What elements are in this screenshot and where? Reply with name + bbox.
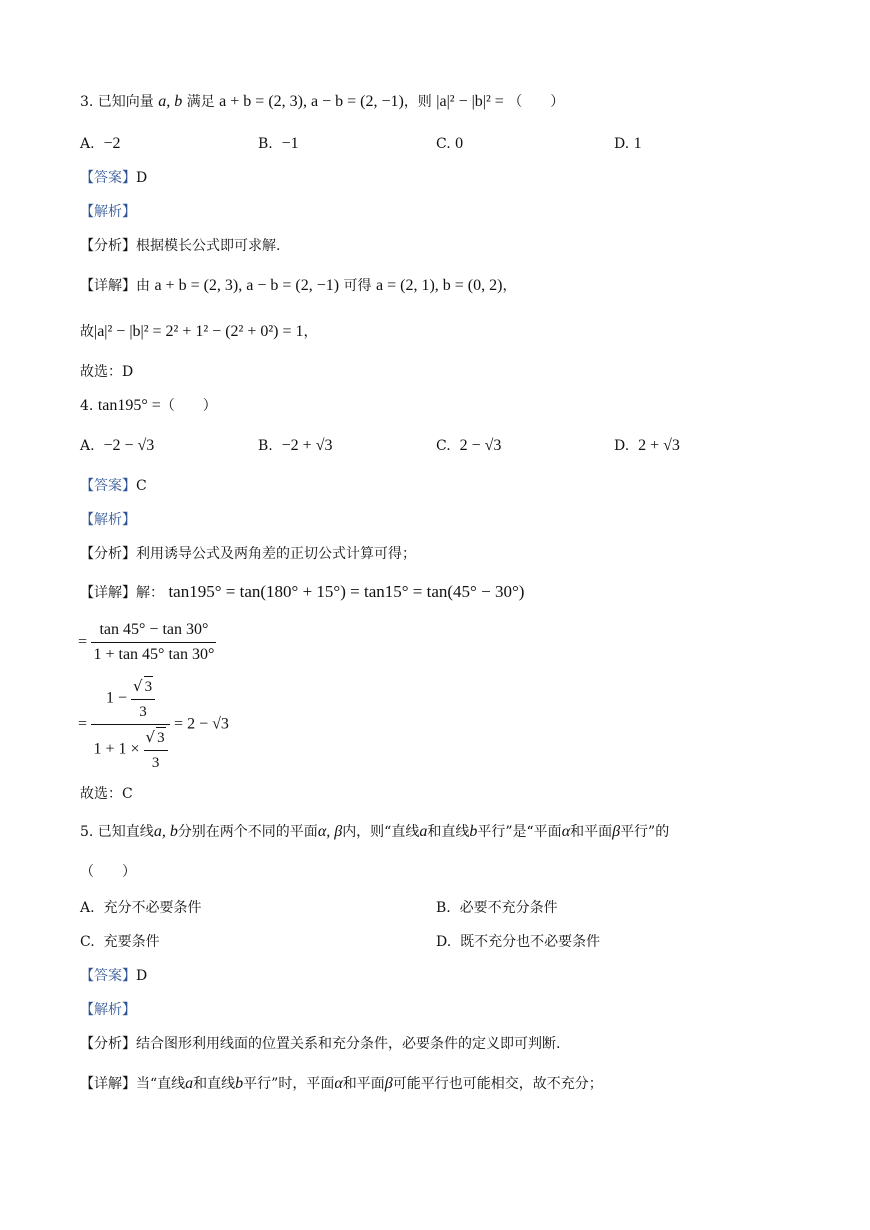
q5-fenxi: 【分析】结合图形利用线面的位置关系和充分条件，必要条件的定义即可判断. [80, 1036, 561, 1052]
q3-answer: 【答案】D [80, 170, 148, 186]
q3-expression: |a|² − |b|² = [436, 93, 504, 110]
q5-option-d: D. 既不充分也不必要条件 [436, 934, 601, 950]
q4-answer: 【答案】C [80, 478, 147, 494]
q4-option-c: C. 2 − √3 [436, 437, 502, 454]
q3-stem-prefix: 3. 已知向量 [80, 94, 154, 110]
q3-option-a: A. −2 [80, 135, 121, 152]
q4-option-a: A. −2 − √3 [80, 437, 155, 454]
q4-fraction-2: 1 − $\frac{√ 3}{3}$ 1 + 1 × $\frac{√ 3}{3}$ [91, 676, 169, 773]
q5-answer: 【答案】D [80, 968, 148, 984]
q4-option-d: D. 2 + √3 [614, 437, 680, 454]
q3-stem [80, 92, 564, 112]
q5-option-c: C. 充要条件 [80, 934, 160, 950]
q4-conclusion: 故选：C [80, 786, 133, 802]
q3-fenxi: 【分析】根据模长公式即可求解. [80, 238, 281, 254]
q4-fraction-1: $\frac{\tan 45^\circ - \tan 30^\circ}{1 + \tan 45^\circ \tan 30^\circ}$ [93, 621, 215, 663]
q5-stem: 5. 已知直线a, b分别在两个不同的平面α, β内，则“直线a和直线b平行”是“平面α和平面β平行”的 [80, 823, 670, 840]
q5-analysis-tag: 【解析】 [80, 1002, 136, 1018]
q3-option-c: C. 0 [436, 135, 464, 152]
q3-conclusion: 故选：D [80, 364, 134, 380]
q4-stem: 4. tan195° =（ ） [80, 397, 217, 414]
q3-option-b: B. −1 [258, 135, 299, 152]
q4-analysis-tag: 【解析】 [80, 512, 136, 528]
q3-then: ，则 [403, 94, 432, 110]
q3-stem-mid: 满足 [186, 94, 215, 110]
q5-option-b: B. 必要不充分条件 [436, 900, 558, 916]
q4-detail-1: 【详解】解： tan195° = tan(180° + 15°) = tan15° = tan(45° − 30°) [80, 582, 525, 601]
q4-fraction-step: = $\frac{\tan 45^\circ - \tan 30^\circ}{1 + \tan 45^\circ \tan 30^\circ}$ [78, 621, 215, 663]
q3-option-d: D. 1 [614, 135, 642, 152]
q3-paren: （ ） [508, 94, 565, 110]
q5-stem-paren: （ ） [80, 864, 136, 880]
q3-detail-2: 故|a|² − |b|² = 2² + 1² − (2² + 0²) = 1， [80, 323, 318, 340]
q3-detail-1: 【详解】由 a + b = (2, 3), a − b = (2, −1) 可得 a = (2, 1), b = (0, 2)， [80, 277, 517, 294]
q3-analysis-tag: 【解析】 [80, 204, 136, 220]
q4-compound-step: = 1 − $\frac{√ 3}{3}$ 1 + 1 × $\frac{√ 3}{3}$ = 2 − √3 [78, 677, 229, 771]
q5-option-a: A. 充分不必要条件 [80, 900, 202, 916]
q4-option-b: B. −2 + √3 [258, 437, 333, 454]
q3-vectors: a, b [158, 93, 183, 110]
q4-fenxi: 【分析】利用诱导公式及两角差的正切公式计算可得； [80, 546, 416, 562]
q3-condition: a + b = (2, 3), a − b = (2, −1) [219, 93, 404, 110]
q5-detail-1: 【详解】当“直线a和直线b平行”时，平面α和平面β可能平行也可能相交，故不充分； [80, 1075, 603, 1092]
